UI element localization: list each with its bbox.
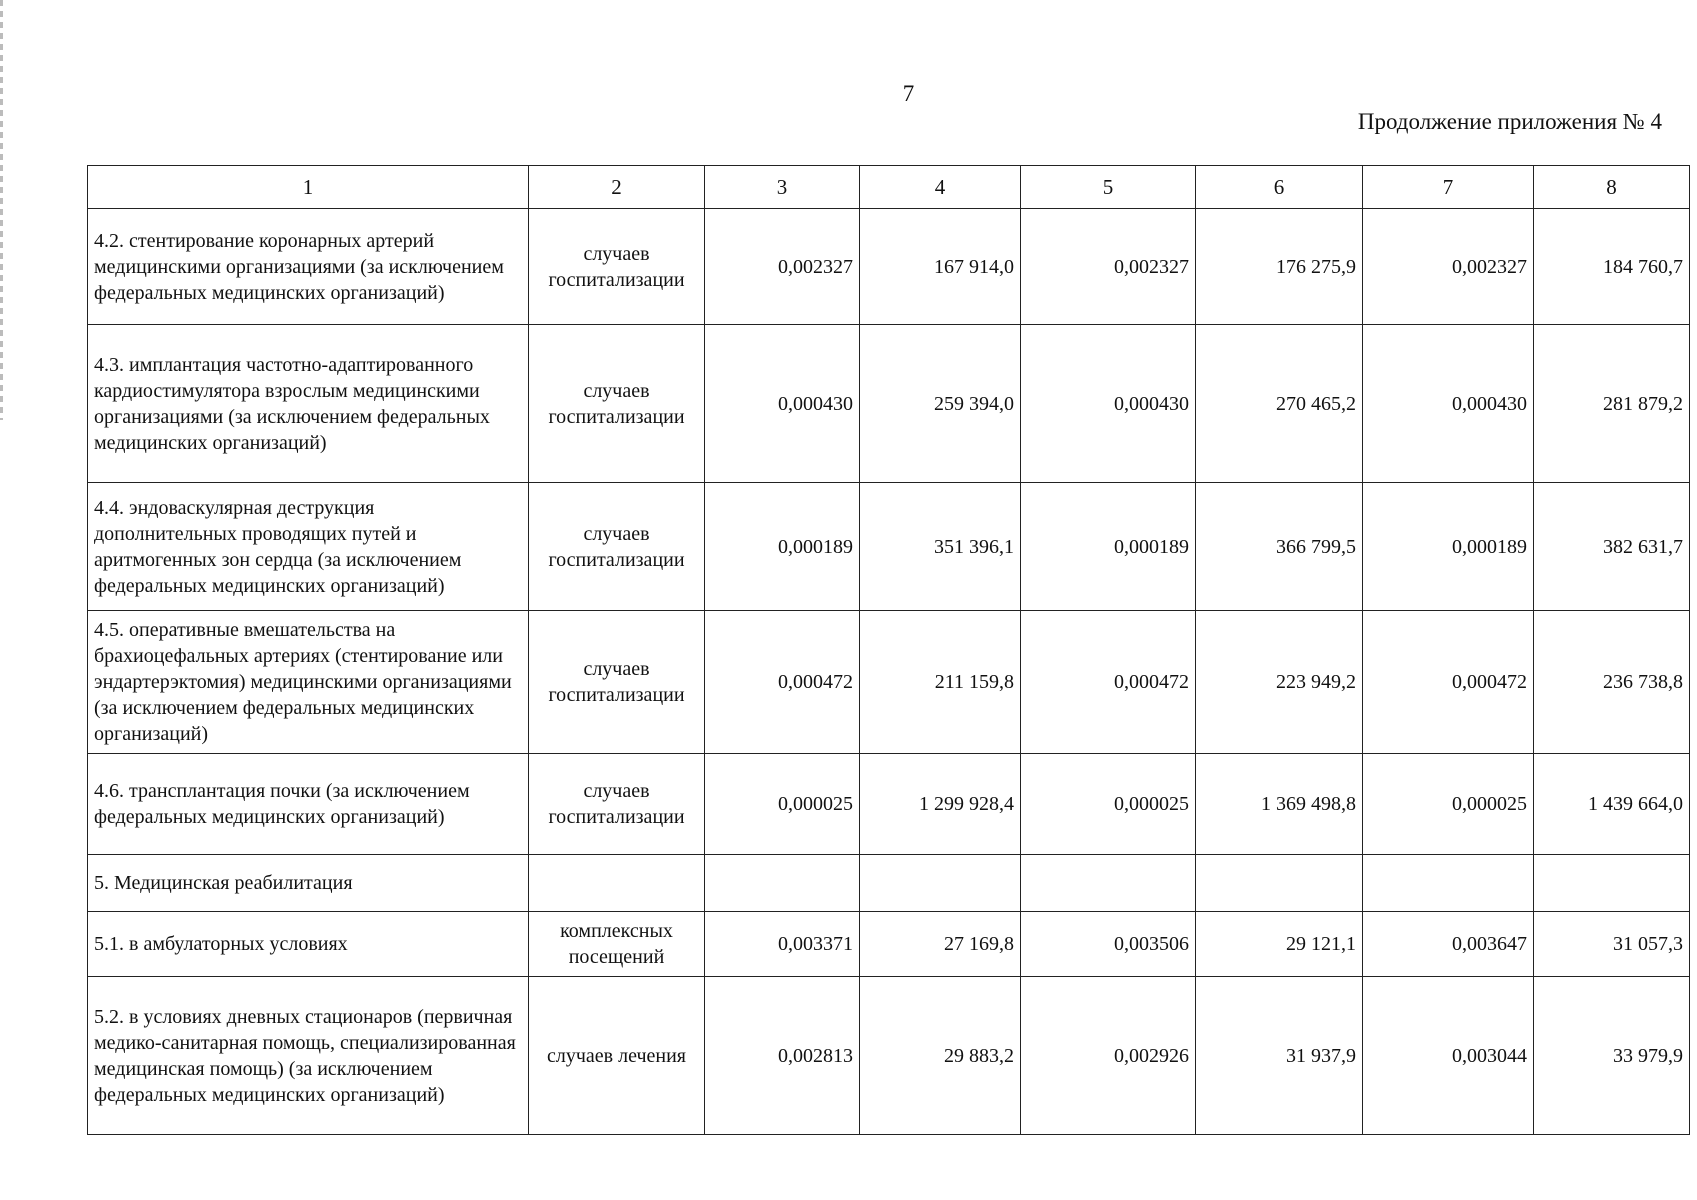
row-value: 0,003647 xyxy=(1363,912,1534,977)
row-value: 366 799,5 xyxy=(1196,483,1363,611)
row-name: 5.2. в условиях дневных стационаров (первичная медико-санитарная помощь, специализированная медицинская помощь) (за исключением федеральных медицинских организаций) xyxy=(88,977,529,1135)
table-row xyxy=(88,611,1690,754)
row-value: 0,000472 xyxy=(705,611,860,754)
table-row xyxy=(88,754,1690,855)
header-cell: 2 xyxy=(529,166,705,209)
row-value xyxy=(705,855,860,912)
page-number: 7 xyxy=(902,81,915,106)
row-name: 5. Медицинская реабилитация xyxy=(88,855,529,912)
row-value: 259 394,0 xyxy=(860,325,1021,483)
row-value: 0,002813 xyxy=(705,977,860,1135)
binding-edge xyxy=(0,0,3,420)
row-unit: случаев госпитализации xyxy=(529,611,705,754)
row-value: 0,000430 xyxy=(1363,325,1534,483)
row-value: 382 631,7 xyxy=(1534,483,1690,611)
row-value: 0,000430 xyxy=(705,325,860,483)
header-cell: 4 xyxy=(860,166,1021,209)
table-row xyxy=(88,325,1690,483)
row-value: 184 760,7 xyxy=(1534,209,1690,325)
row-value: 29 121,1 xyxy=(1196,912,1363,977)
row-value: 0,000025 xyxy=(705,754,860,855)
row-name: 4.6. трансплантация почки (за исключением федеральных медицинских организаций) xyxy=(88,754,529,855)
row-unit: случаев лечения xyxy=(529,977,705,1135)
appendix-title: Продолжение приложения № 4 xyxy=(1357,109,1662,134)
row-value: 27 169,8 xyxy=(860,912,1021,977)
row-value: 0,000189 xyxy=(705,483,860,611)
header-cell: 6 xyxy=(1196,166,1363,209)
data-table xyxy=(87,165,1690,1135)
row-unit xyxy=(529,855,705,912)
row-unit: случаев госпитализации xyxy=(529,209,705,325)
header-cell: 5 xyxy=(1021,166,1196,209)
row-value: 33 979,9 xyxy=(1534,977,1690,1135)
row-value: 0,000189 xyxy=(1021,483,1196,611)
row-value: 1 369 498,8 xyxy=(1196,754,1363,855)
table-row xyxy=(88,855,1690,912)
row-value: 281 879,2 xyxy=(1534,325,1690,483)
row-value xyxy=(1196,855,1363,912)
row-value: 167 914,0 xyxy=(860,209,1021,325)
row-unit: случаев госпитализации xyxy=(529,754,705,855)
header-cell: 8 xyxy=(1534,166,1690,209)
table-row xyxy=(88,977,1690,1135)
row-name: 4.5. оперативные вмешательства на брахиоцефальных артериях (стентирование или эндартерэктомия) медицинскими организациями (за исключением федеральных медицинских организаций) xyxy=(88,611,529,754)
row-name: 4.4. эндоваскулярная деструкция дополнительных проводящих путей и аритмогенных зон сердца (за исключением федеральных медицинских организаций) xyxy=(88,483,529,611)
row-value: 0,000025 xyxy=(1363,754,1534,855)
row-value: 0,003506 xyxy=(1021,912,1196,977)
row-value: 1 439 664,0 xyxy=(1534,754,1690,855)
row-value xyxy=(860,855,1021,912)
header-cell: 3 xyxy=(705,166,860,209)
row-value: 31 057,3 xyxy=(1534,912,1690,977)
row-unit: случаев госпитализации xyxy=(529,483,705,611)
row-value: 0,003044 xyxy=(1363,977,1534,1135)
row-name: 4.3. имплантация частотно-адаптированного кардиостимулятора взрослым медицинскими организациями (за исключением федеральных медицинских организаций) xyxy=(88,325,529,483)
row-value: 270 465,2 xyxy=(1196,325,1363,483)
row-value: 31 937,9 xyxy=(1196,977,1363,1135)
row-value: 211 159,8 xyxy=(860,611,1021,754)
row-value: 0,002926 xyxy=(1021,977,1196,1135)
row-name: 5.1. в амбулаторных условиях xyxy=(88,912,529,977)
row-name: 4.2. стентирование коронарных артерий медицинскими организациями (за исключением федеральных медицинских организаций) xyxy=(88,209,529,325)
row-value: 351 396,1 xyxy=(860,483,1021,611)
row-unit: комплексных посещений xyxy=(529,912,705,977)
table-row xyxy=(88,912,1690,977)
row-value xyxy=(1021,855,1196,912)
row-value: 0,003371 xyxy=(705,912,860,977)
row-unit: случаев госпитализации xyxy=(529,325,705,483)
row-value: 29 883,2 xyxy=(860,977,1021,1135)
row-value: 0,000472 xyxy=(1363,611,1534,754)
row-value: 223 949,2 xyxy=(1196,611,1363,754)
row-value: 0,000472 xyxy=(1021,611,1196,754)
row-value: 1 299 928,4 xyxy=(860,754,1021,855)
table-row xyxy=(88,209,1690,325)
row-value xyxy=(1363,855,1534,912)
row-value: 0,002327 xyxy=(1363,209,1534,325)
row-value xyxy=(1534,855,1690,912)
header-cell: 7 xyxy=(1363,166,1534,209)
table-row xyxy=(88,483,1690,611)
row-value: 176 275,9 xyxy=(1196,209,1363,325)
header-row xyxy=(88,166,1690,209)
header-cell: 1 xyxy=(88,166,529,209)
row-value: 0,000025 xyxy=(1021,754,1196,855)
row-value: 236 738,8 xyxy=(1534,611,1690,754)
row-value: 0,002327 xyxy=(705,209,860,325)
row-value: 0,000430 xyxy=(1021,325,1196,483)
row-value: 0,000189 xyxy=(1363,483,1534,611)
row-value: 0,002327 xyxy=(1021,209,1196,325)
